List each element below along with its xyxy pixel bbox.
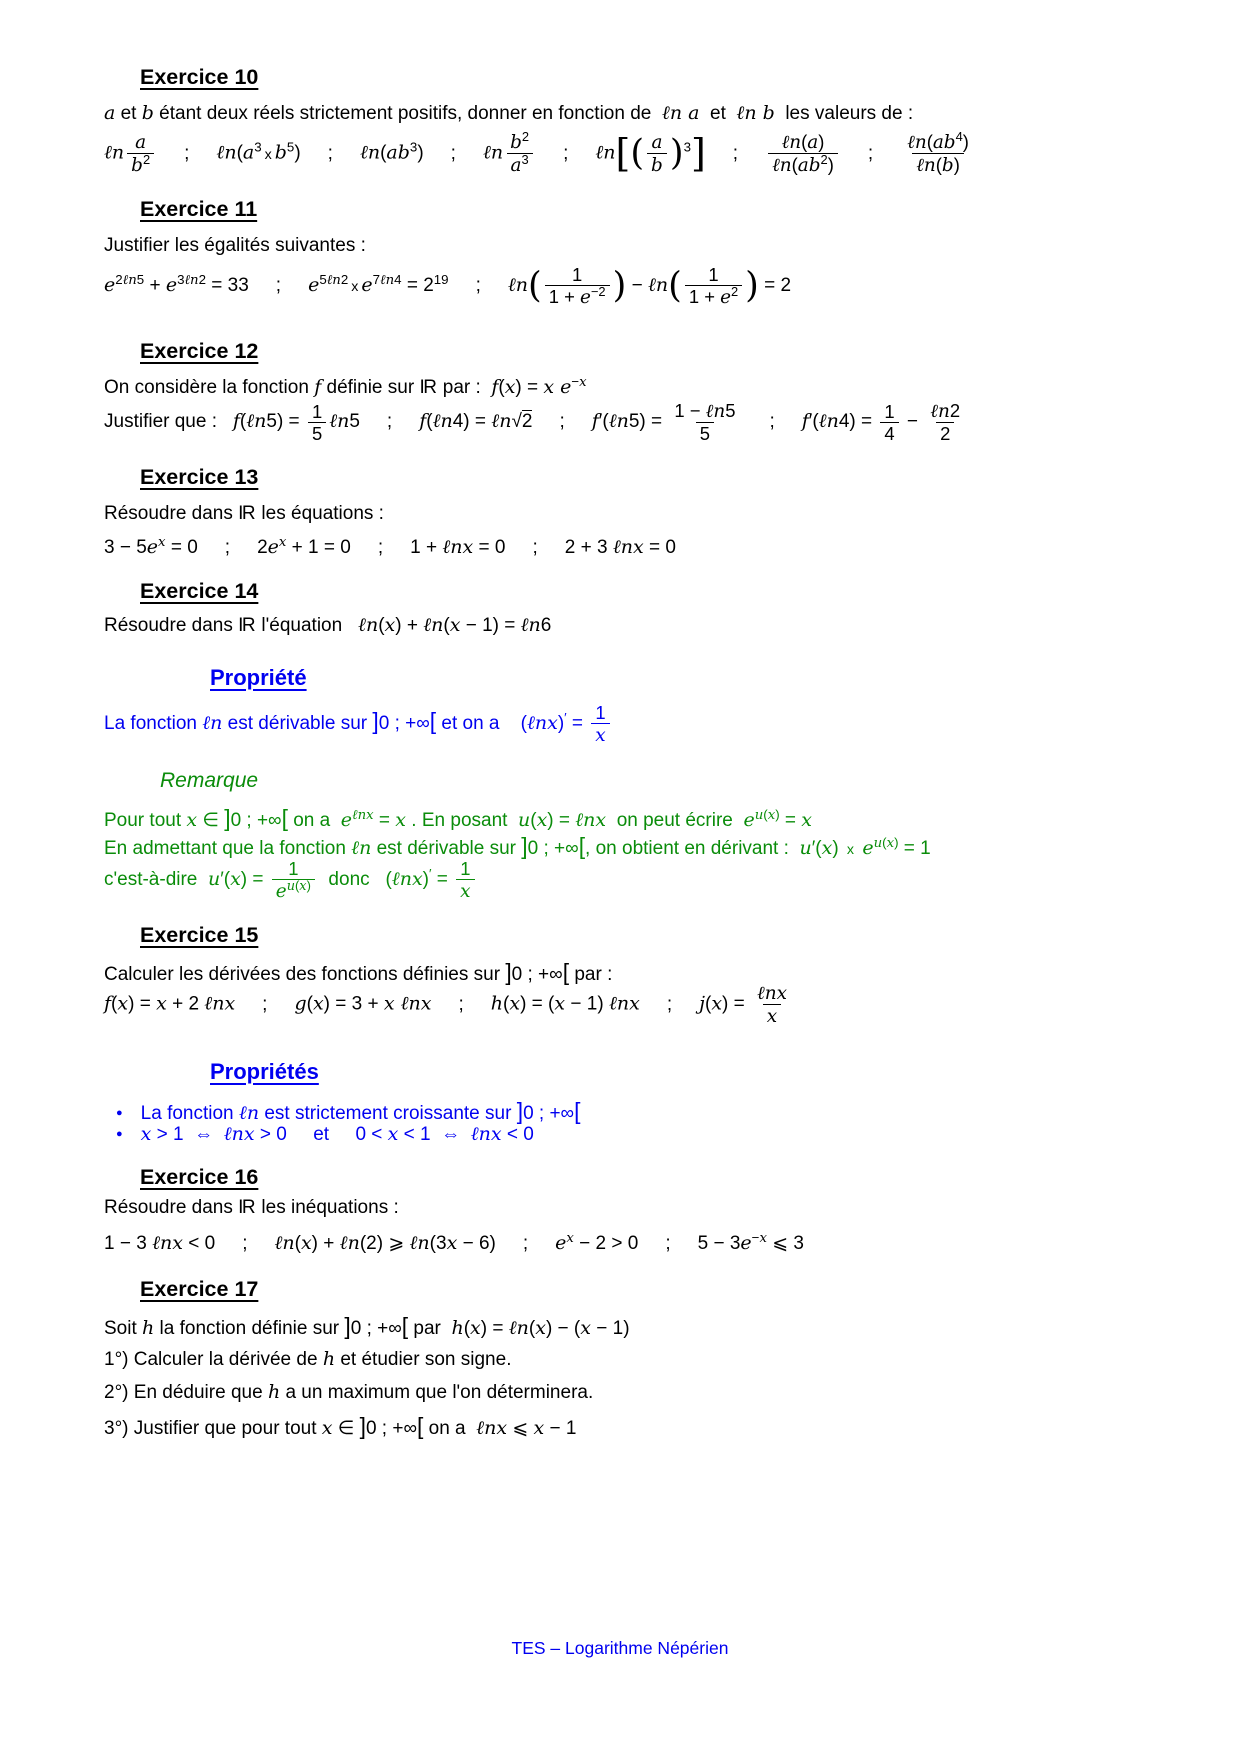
- remark-line1: Pour tout x ∈ ]0 ; +∞[ on a $e^{\ell nx} = x$ . En posant u(x) = ℓnx on peut écrire $e^{u(x)} = x$: [104, 805, 813, 831]
- exercise-13-intro: Résoudre dans IR les équations :: [104, 503, 384, 524]
- exercise-16-intro: Résoudre dans IR les inéquations :: [104, 1197, 399, 1218]
- bullet-2-text: x > 1 ⇔ ℓnx > 0 et 0 < x < 1 ⇔ ℓnx < 0: [140, 1123, 534, 1145]
- exercise-11-heading: Exercice 11: [140, 197, 258, 221]
- exercise-17-q3: 3°) Justifier que pour tout x ∈ ]0 ; +∞[ on a ℓnx ⩽ x − 1: [104, 1413, 577, 1439]
- properties-bullet-2: [104, 1123, 534, 1147]
- page-footer: TES – Logarithme Népérien: [511, 1638, 729, 1658]
- exercise-16-heading: Exercice 16: [140, 1165, 259, 1189]
- properties-heading: Propriétés: [210, 1059, 319, 1084]
- exercise-11-formulas: $e^{2\ell n5} + e^{3\ell n2} = 33$ ; $e^{5\ell n2}$ x $e^{7\ell n4} = 2^{19}$ ; ℓn( $\frac{1}{1 + e^{-2}}$ ) − ℓn( $\frac{1}{1 + e^2}$ ) = 2: [104, 264, 792, 309]
- exercise-17-heading: Exercice 17: [140, 1277, 259, 1301]
- exercise-13-formulas: $3 - 5e^x = 0$ ; $2e^x + 1 = 0$ ; 1 + ℓnx = 0 ; 2 + 3 ℓnx = 0: [104, 534, 676, 558]
- exercise-15-intro: Calculer les dérivées des fonctions définies sur ]0 ; +∞[ par :: [104, 959, 613, 985]
- properties-bullet-1: [104, 1097, 580, 1126]
- exercise-14-line: Résoudre dans IR l'équation ℓn(x) + ℓn(x − 1) = ℓn6: [104, 614, 552, 636]
- exercise-17-q1: 1°) Calculer la dérivée de h et étudier son signe.: [104, 1348, 512, 1370]
- exercise-10-intro: a et b étant deux réels strictement positifs, donner en fonction de ℓn a et ℓn b les valeurs de :: [104, 102, 914, 124]
- exercise-10-heading: Exercice 10: [140, 65, 259, 89]
- exercise-10-formulas: ℓn $\frac{a}{b^2}$ ; $\ell n(a^3$ x $b^5$) ; $\ell n(ab^3)$ ; ℓn $\frac{b^2}{a^3}$ ; ℓn[( $\frac{a}{b}$ )$^3$] ; ℓn(a) $\ell n(ab^2)$ ; $\ell n(ab^4)$ ℓn(b): [104, 128, 969, 177]
- exercise-12-line1: On considère la fonction f définie sur IR par : f(x) = x $e^{-x}$: [104, 373, 587, 398]
- exercise-12-heading: Exercice 12: [140, 339, 259, 363]
- property-body: La fonction ℓn est dérivable sur ]0 ; +∞[ et on a (ℓnx)′ = $\frac{1}{x}$: [104, 702, 613, 746]
- remark-line2: En admettant que la fonction ℓn est dérivable sur ]0 ; +∞[, on obtient en dérivant : u′(x) x $e^{u(x)} = 1$: [104, 833, 931, 859]
- exercise-13-heading: Exercice 13: [140, 465, 259, 489]
- exercise-11-intro: Justifier les égalités suivantes :: [104, 235, 366, 256]
- exercise-14-heading: Exercice 14: [140, 579, 259, 603]
- bullet-1-text: La fonction ℓn est strictement croissante sur ]0 ; +∞[: [140, 1098, 581, 1124]
- exercise-17-q2: 2°) En déduire que h a un maximum que l'on déterminera.: [104, 1381, 594, 1403]
- exercise-17-line: Soit h la fonction définie sur ]0 ; +∞[ par h(x) = ℓn(x) − (x − 1): [104, 1313, 630, 1339]
- exercise-12-line2: Justifier que : f(ℓn5) = $\frac{1}{5}$ ℓn5 ; f(ℓn4) = ℓn√2 ; f′(ℓn5) = 1 − ℓn5 5 ; f′(ℓn4) = $\frac{1}{4}$ − ℓn2 2: [104, 400, 961, 445]
- remark-heading: Remarque: [160, 769, 259, 792]
- exercise-15-formulas: f(x) = x + 2 ℓnx ; g(x) = 3 + x ℓnx ; h(x) = (x − 1) ℓnx ; j(x) = ℓnx x: [104, 983, 787, 1028]
- exercise-15-heading: Exercice 15: [140, 923, 259, 947]
- property-heading: Propriété: [210, 665, 307, 690]
- exercise-16-formulas: 1 − 3 ℓnx < 0 ; ℓn(x) + ℓn(2) ⩾ ℓn(3x − 6) ; $e^x - 2 > 0$ ; $5 - 3e^{-x}$ ⩽ 3: [104, 1229, 804, 1254]
- remark-line3: c'est-à-dire u′(x) = $\frac{1}{e^{u(x)}}$ donc (ℓnx)′ = $\frac{1}{x}$: [104, 858, 478, 902]
